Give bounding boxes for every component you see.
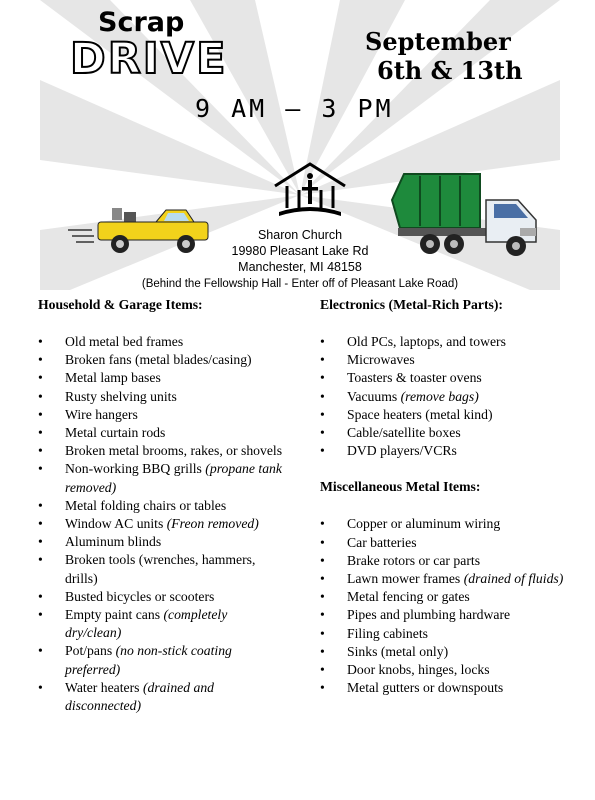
misc-list <box>320 515 590 697</box>
household-heading: Household & Garage Items: <box>38 297 203 312</box>
list-item: • Metal fencing or gates <box>320 588 567 606</box>
church-name: Sharon Church <box>257 228 343 242</box>
list-item: • Window AC units (Freon removed) <box>38 515 283 533</box>
list-item: • Busted bicycles or scooters <box>38 588 283 606</box>
list-item: • Pot/pans (no non-stick coating preferred) <box>38 642 283 678</box>
list-item: • Pipes and plumbing hardware <box>320 606 567 624</box>
list-item: • Broken fans (metal blades/casing) <box>38 351 283 369</box>
roll-off-dumpster-truck-icon <box>390 170 540 260</box>
list-item: • Broken tools (wrenches, hammers, drills) <box>38 551 283 587</box>
title-drive: DRIVE <box>70 34 228 84</box>
list-item: • Brake rotors or car parts <box>320 552 567 570</box>
list-item: • Door knobs, hinges, locks <box>320 661 567 679</box>
list-item: • Car batteries <box>320 534 567 552</box>
electronics-misc-section <box>320 296 590 697</box>
misc-heading: Miscellaneous Metal Items: <box>320 479 481 495</box>
list-item: • Microwaves <box>320 351 567 369</box>
list-item: • Old metal bed frames <box>38 333 283 351</box>
title-scrap: Scrap <box>98 7 185 38</box>
list-item: • Sinks (metal only) <box>320 643 567 661</box>
household-list <box>38 333 308 715</box>
list-item: • DVD players/VCRs <box>320 442 567 460</box>
list-item: • Water heaters (drained and disconnected) <box>38 679 283 715</box>
electronics-heading: Electronics (Metal-Rich Parts): <box>320 297 503 312</box>
list-item: • Rusty shelving units <box>38 388 283 406</box>
church-people-icon <box>265 158 355 218</box>
household-section <box>38 296 308 715</box>
list-item: • Broken metal brooms, rakes, or shovels <box>38 442 283 460</box>
event-time: 9 AM – 3 PM <box>195 94 394 123</box>
date-line-1: September <box>365 27 511 56</box>
list-item: • Filing cabinets <box>320 625 567 643</box>
list-item: • Metal lamp bases <box>38 369 283 387</box>
pickup-truck-icon <box>68 206 218 256</box>
list-item: • Space heaters (metal kind) <box>320 406 567 424</box>
list-item: • Non-working BBQ grills (propane tank removed) <box>38 460 283 496</box>
list-item: • Lawn mower frames (drained of fluids) <box>320 570 567 588</box>
list-item: • Cable/satellite boxes <box>320 424 567 442</box>
list-item: • Wire hangers <box>38 406 283 424</box>
electronics-list <box>320 333 590 460</box>
list-item: • Vacuums (remove bags) <box>320 388 567 406</box>
list-item: • Aluminum blinds <box>38 533 283 551</box>
date-line-2: 6th & 13th <box>377 56 523 85</box>
list-item: • Metal curtain rods <box>38 424 283 442</box>
list-item: • Toasters & toaster ovens <box>320 369 567 387</box>
location-note: (Behind the Fellowship Hall - Enter off of Pleasant Lake Road) <box>141 278 459 290</box>
list-item: • Old PCs, laptops, and towers <box>320 333 567 351</box>
church-street: 19980 Pleasant Lake Rd <box>231 244 369 258</box>
list-item: • Metal folding chairs or tables <box>38 497 283 515</box>
church-city: Manchester, MI 48158 <box>238 260 362 274</box>
list-item: • Copper or aluminum wiring <box>320 515 567 533</box>
list-item: • Metal gutters or downspouts <box>320 679 567 697</box>
list-item: • Empty paint cans (completely dry/clean) <box>38 606 283 642</box>
